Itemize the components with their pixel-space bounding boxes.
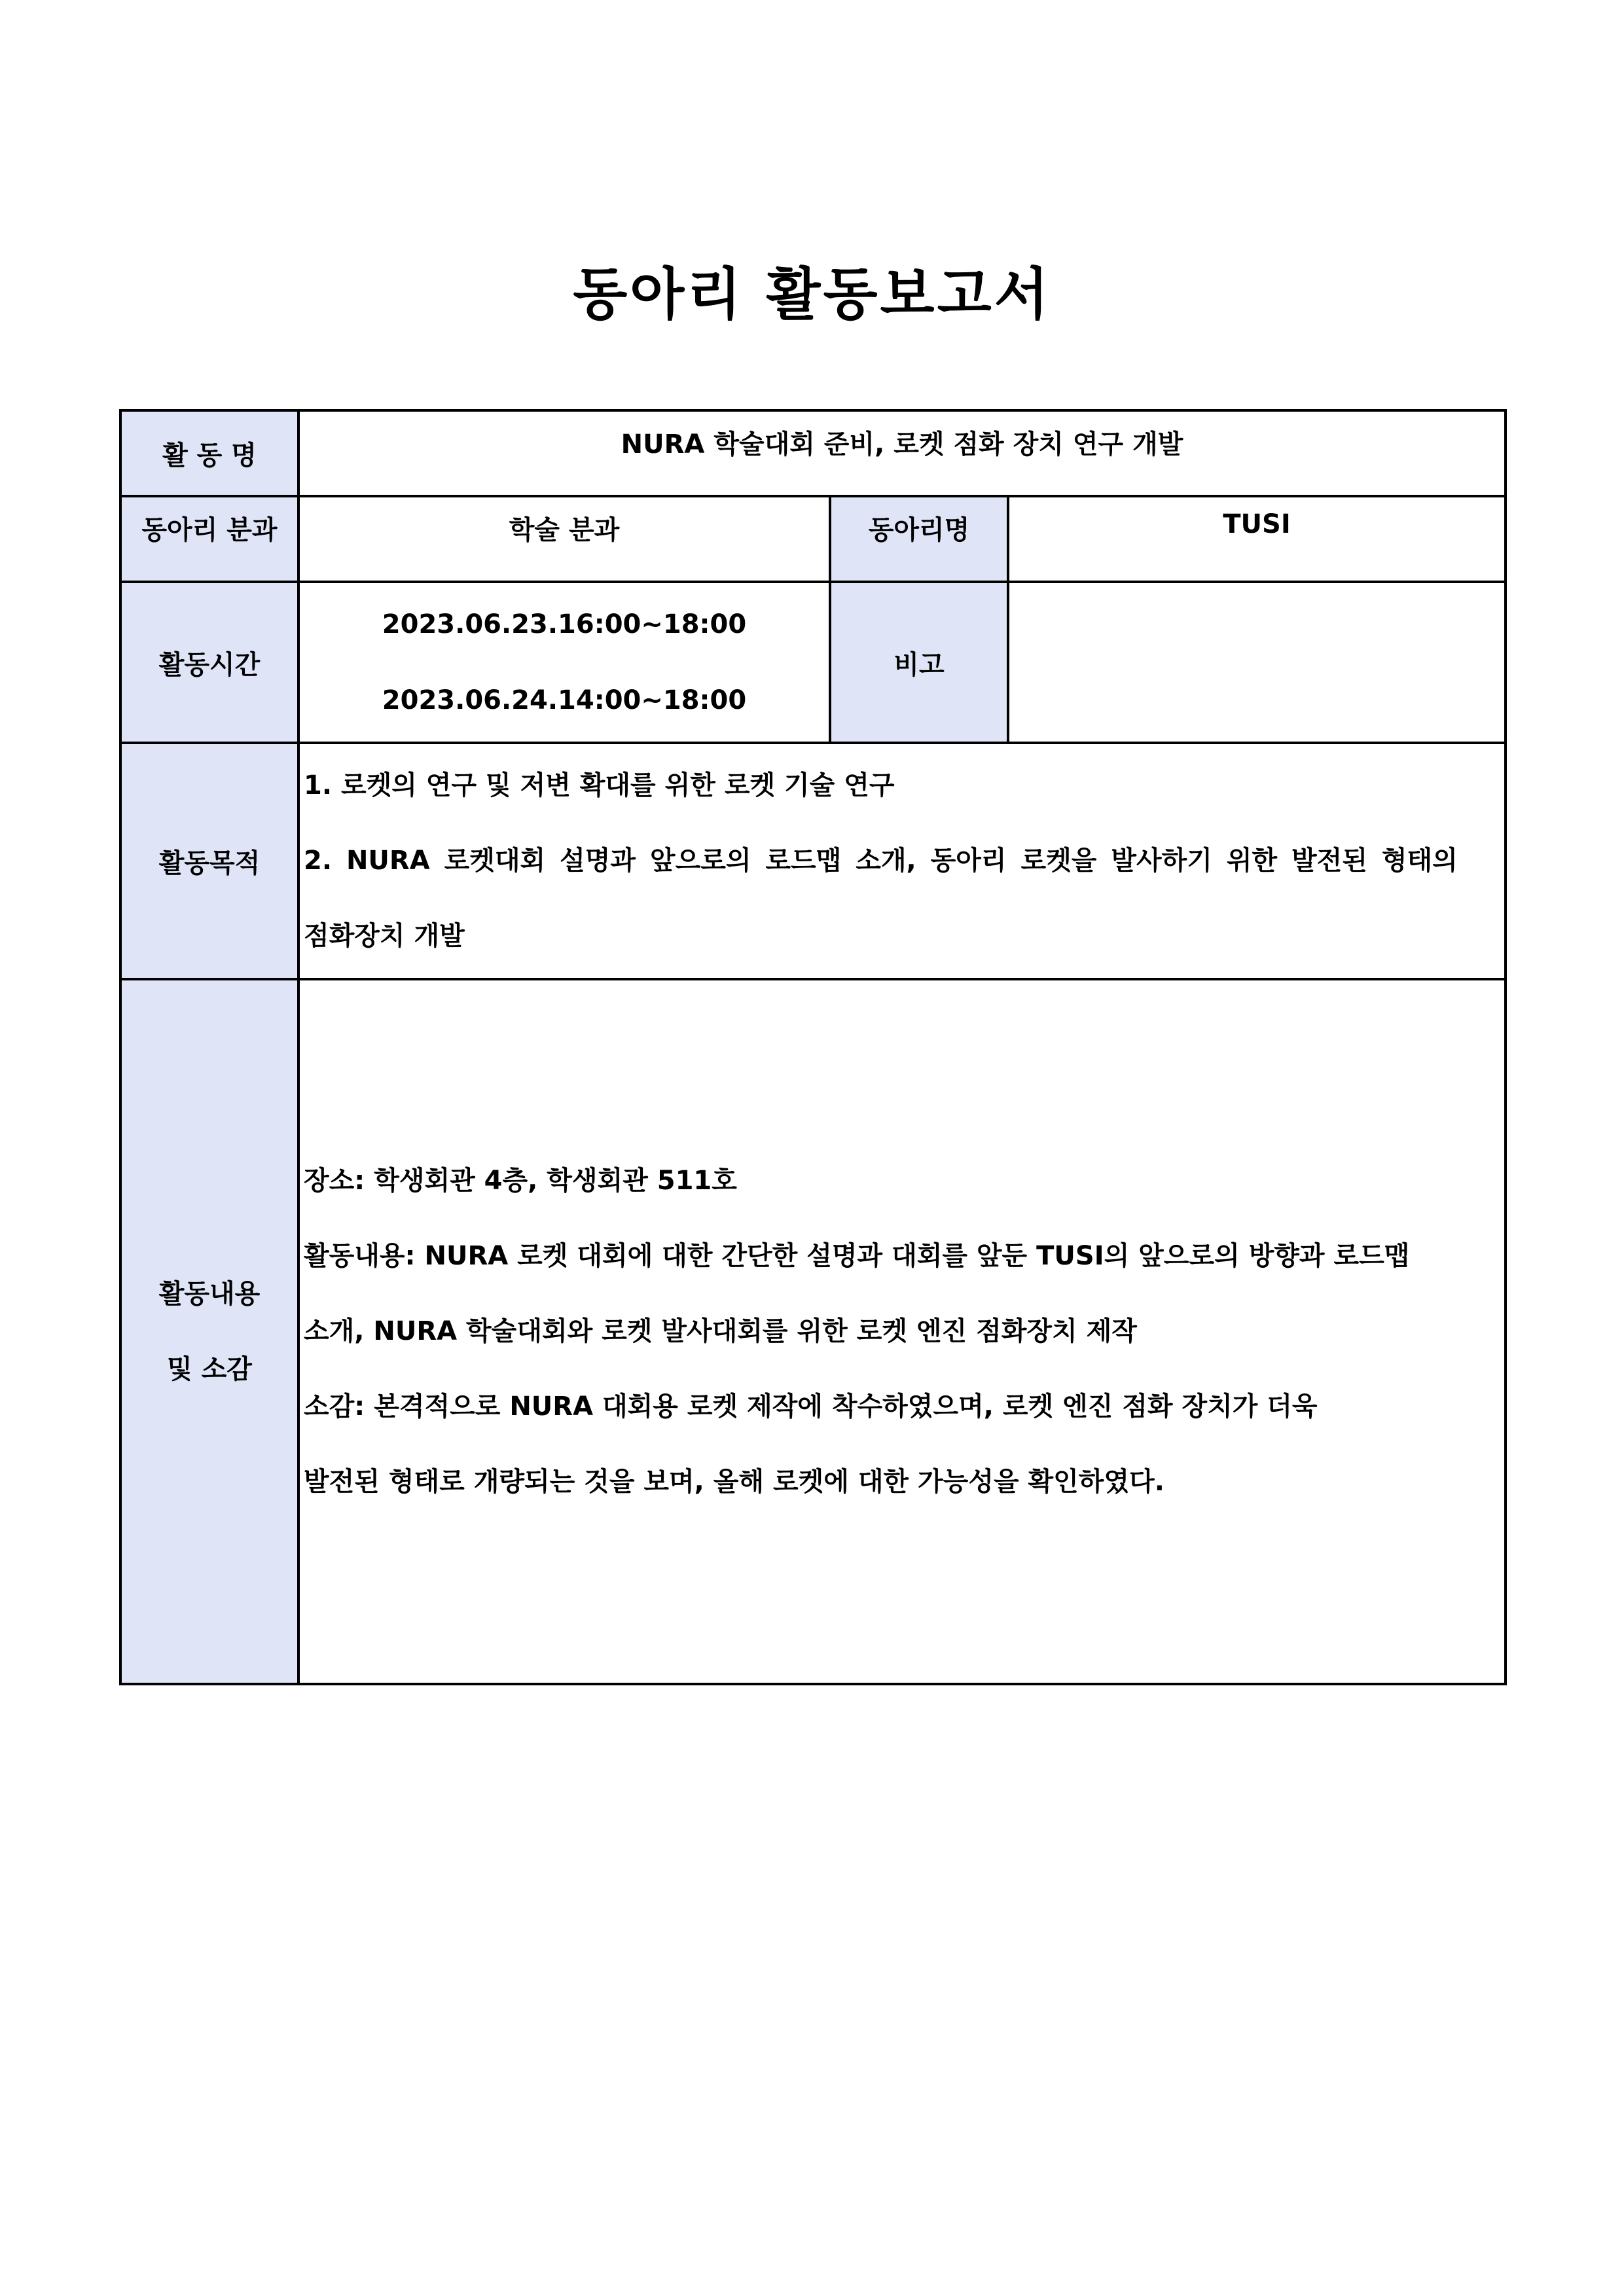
purpose-line-3: 점화장치 개발 [304,921,465,951]
content-value-cell [298,979,1506,1684]
remarks-label-cell [830,582,1008,743]
purpose-label: 활동목적 [158,848,261,878]
division-label: 동아리 분과 [141,515,278,545]
content-line-4: 소감: 본격적으로 NURA 대회용 로켓 제작에 착수하였으며, 로켓 엔진 점화 장치가 더욱 [304,1391,1318,1422]
document-title: 동아리 활동보고서 [573,262,1051,327]
time-label: 활동시간 [158,649,261,680]
time-value-2: 2023.06.24.14:00~18:00 [382,685,747,715]
time-label-cell [120,582,298,743]
purpose-line-1: 1. 로켓의 연구 및 저변 확대를 위한 로켓 기술 연구 [304,770,895,800]
remarks-value-cell [1008,582,1506,743]
purpose-row [120,743,1506,979]
content-label-line-1: 활동내용 [158,1278,261,1309]
activity-name-value-cell [298,410,1506,496]
time-value-1: 2023.06.23.16:00~18:00 [382,609,747,639]
club-name-label: 동아리명 [868,515,970,545]
content-label-line-2: 및 소감 [167,1354,252,1384]
activity-name-label-cell [120,410,298,496]
division-value: 학술 분과 [509,515,620,545]
purpose-value-cell [298,743,1506,979]
content-label-cell [120,979,298,1684]
division-value-cell [298,496,830,582]
division-row [120,496,1506,582]
time-row [120,582,1506,743]
club-name-value: TUSI [1223,509,1291,539]
content-line-3: 소개, NURA 학술대회와 로켓 발사대회를 위한 로켓 엔진 점화장치 제작 [304,1316,1137,1346]
activity-name-label: 활 동 명 [162,440,257,471]
activity-report-table [119,409,1507,1685]
content-line-5: 발전된 형태로 개량되는 것을 보며, 올해 로켓에 대한 가능성을 확인하였다. [304,1467,1164,1497]
purpose-label-cell [120,743,298,979]
club-name-label-cell [830,496,1008,582]
content-line-1: 장소: 학생회관 4층, 학생회관 511호 [304,1166,737,1196]
club-name-value-cell [1008,496,1506,582]
remarks-label: 비고 [893,649,945,680]
content-row [120,979,1506,1684]
time-value-cell [298,582,830,743]
purpose-line-2: 2. NURA 로켓대회 설명과 앞으로의 로드맵 소개, 동아리 로켓을 발사하기 위한 발전된 형태의 [304,846,1458,876]
division-label-cell [120,496,298,582]
activity-name-row [120,410,1506,496]
activity-name-value: NURA 학술대회 준비, 로켓 점화 장치 연구 개발 [621,429,1183,459]
content-line-2: 활동내용: NURA 로켓 대회에 대한 간단한 설명과 대회를 앞둔 TUSI의 앞으로의 방향과 로드맵 [304,1241,1410,1271]
